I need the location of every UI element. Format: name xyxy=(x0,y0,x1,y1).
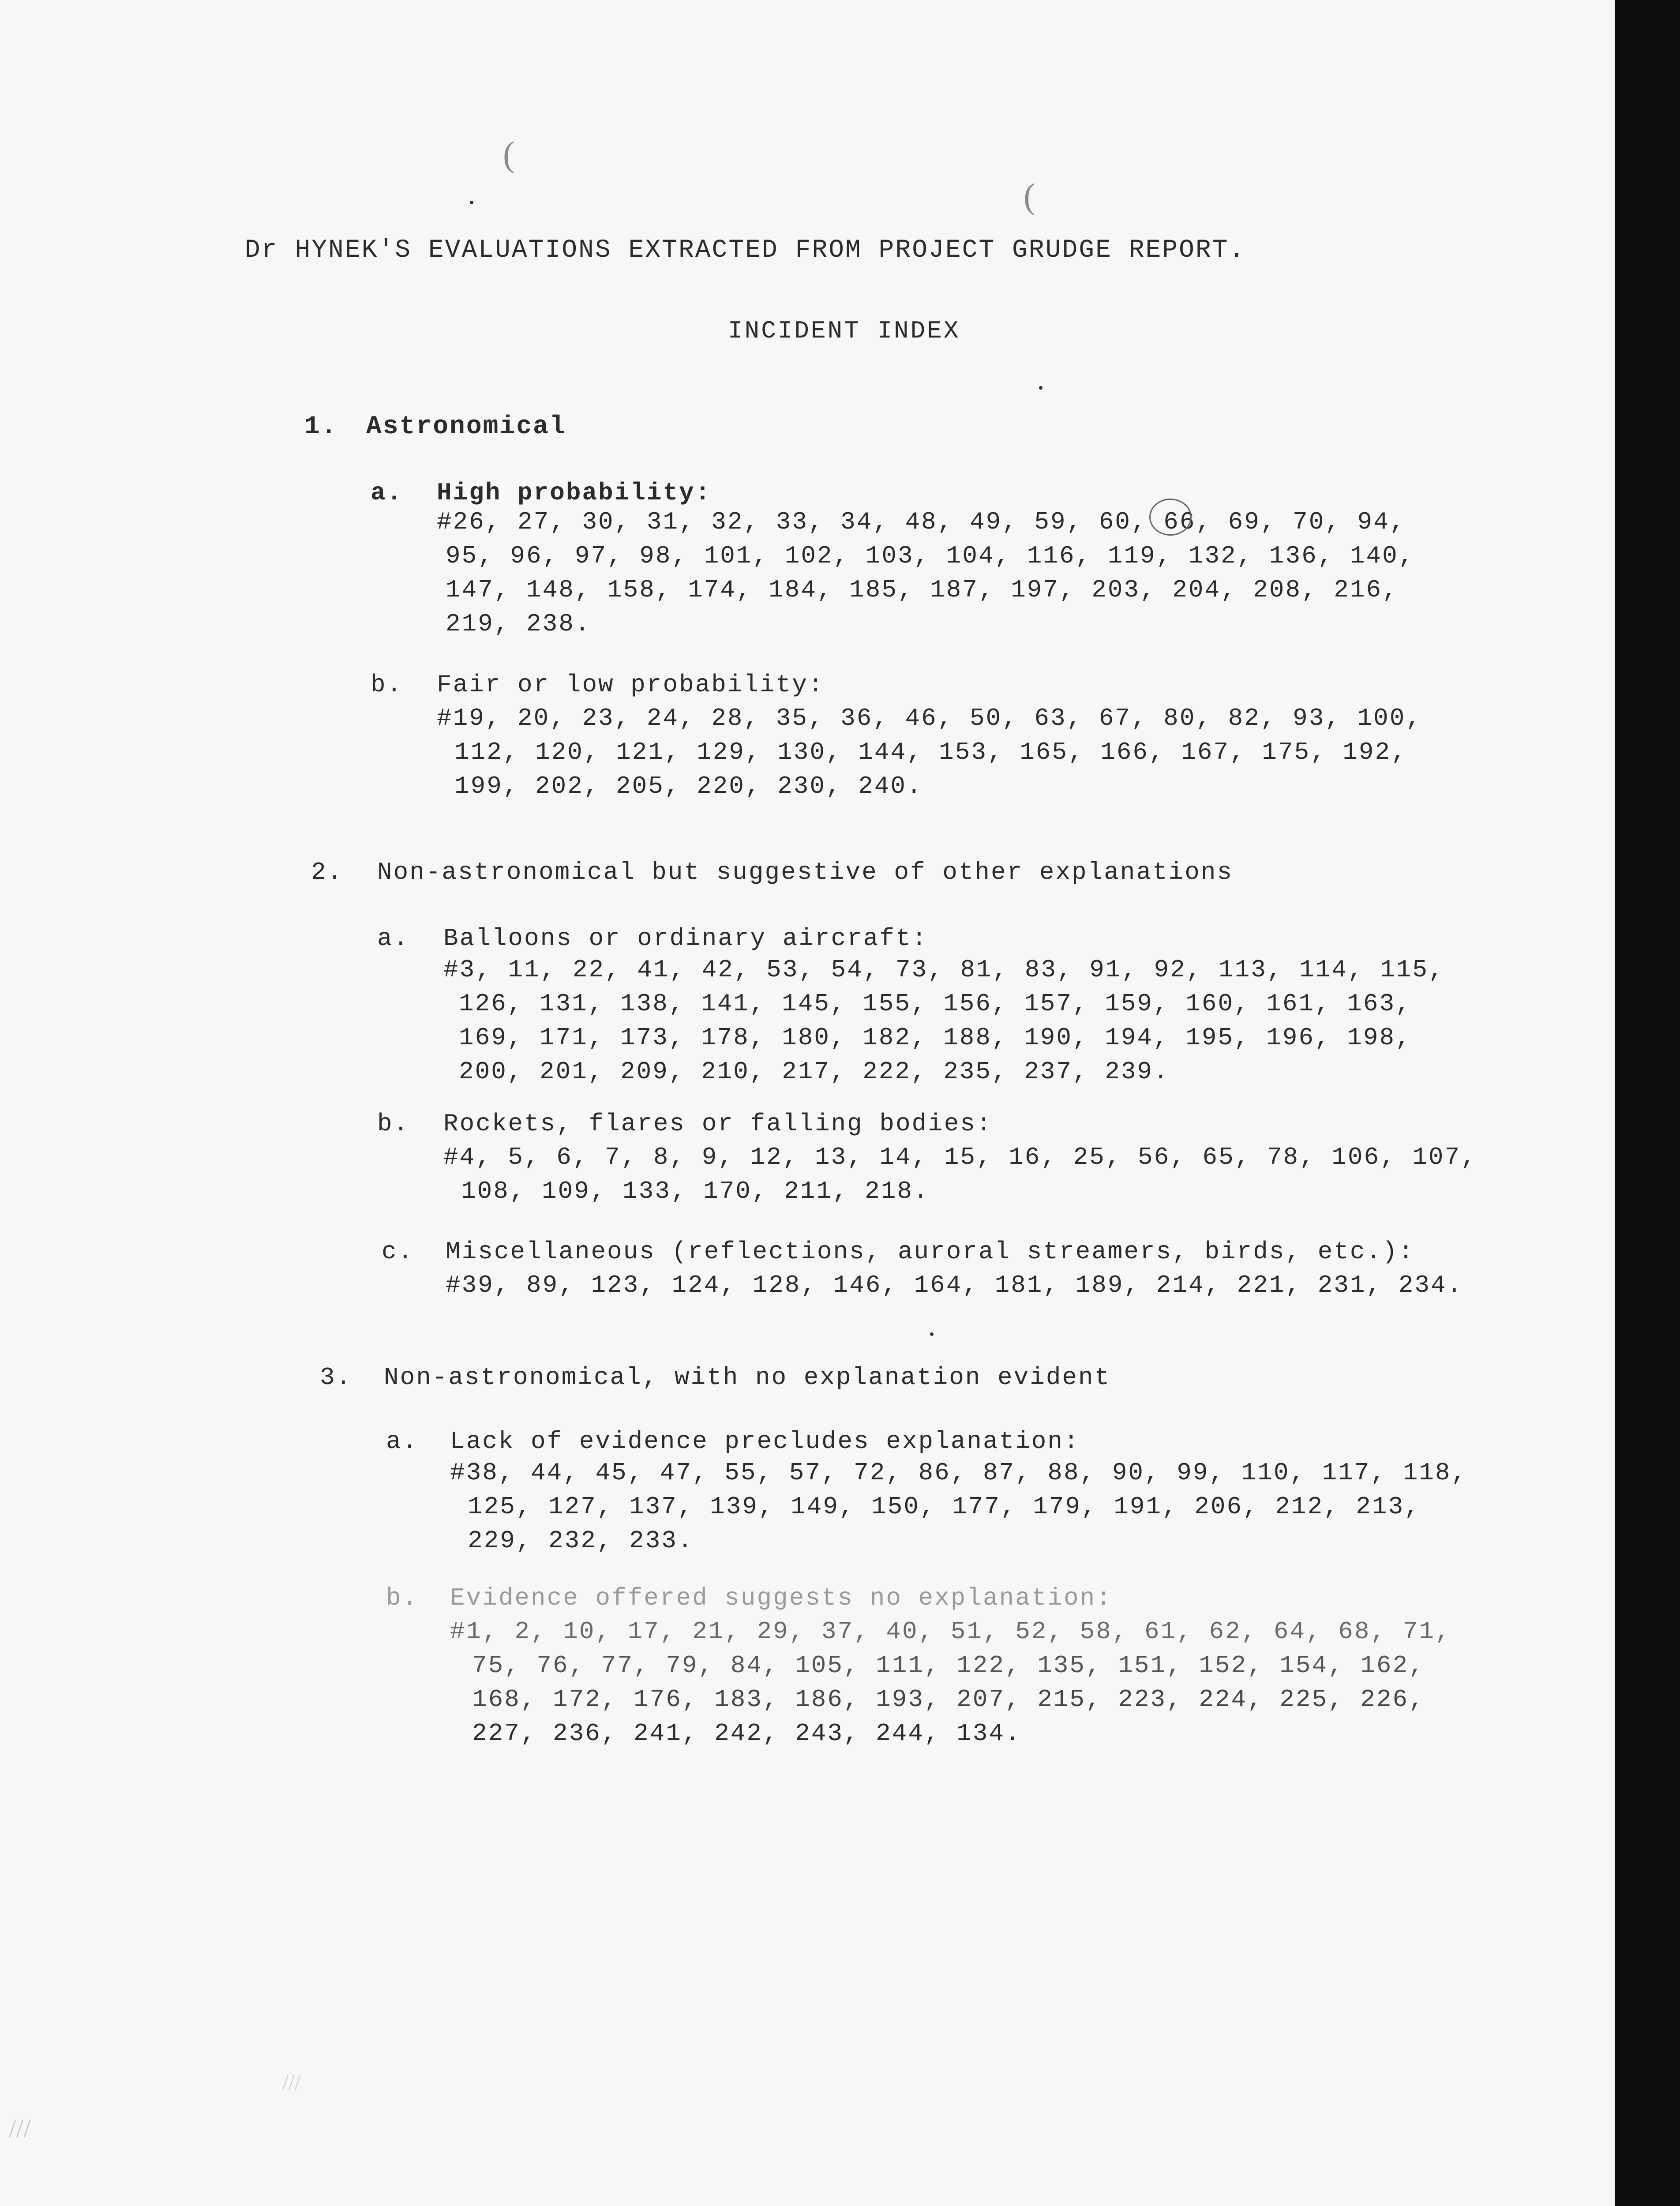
subsection-letter: b. xyxy=(386,1584,419,1612)
incident-list-line: 75, 76, 77, 79, 84, 105, 111, 122, 135, 151, 152, 154, 162, xyxy=(472,1651,1425,1680)
incident-list-line: 147, 148, 158, 174, 184, 185, 187, 197, 203, 204, 208, 216, xyxy=(446,576,1399,604)
incident-list-line: #4, 5, 6, 7, 8, 9, 12, 13, 14, 15, 16, 25, 56, 65, 78, 106, 107, xyxy=(443,1143,1477,1171)
incident-list-line: 169, 171, 173, 178, 180, 182, 188, 190, 194, 195, 196, 198, xyxy=(459,1024,1412,1052)
incident-list-line: #26, 27, 30, 31, 32, 33, 34, 48, 49, 59, 60, 66, 69, 70, 94, xyxy=(437,508,1406,536)
incident-list-line: 200, 201, 209, 210, 217, 222, 235, 237, 239. xyxy=(459,1058,1170,1086)
section-heading: Non-astronomical, with no explanation evident xyxy=(384,1363,1111,1392)
document-subtitle: INCIDENT INDEX xyxy=(728,317,960,345)
speck xyxy=(1039,386,1042,390)
bleed-through-mark: /// xyxy=(282,2070,301,2094)
bleed-through-mark: /// xyxy=(9,2114,31,2143)
subsection-heading: Miscellaneous (reflections, auroral streamers, birds, etc.): xyxy=(446,1238,1415,1266)
incident-list-line: 227, 236, 241, 242, 243, 244, 134. xyxy=(472,1719,1021,1748)
incident-list-line: 112, 120, 121, 129, 130, 144, 153, 165, 166, 167, 175, 192, xyxy=(454,738,1407,766)
handwritten-circle xyxy=(1149,499,1192,536)
stray-mark: ( xyxy=(1024,177,1035,216)
document-title: Dr HYNEK'S EVALUATIONS EXTRACTED FROM PROJECT GRUDGE REPORT. xyxy=(245,236,1246,265)
subsection-letter: b. xyxy=(371,671,403,699)
incident-list-line: #3, 11, 22, 41, 42, 53, 54, 73, 81, 83, 91, 92, 113, 114, 115, xyxy=(443,956,1445,984)
subsection-letter: a. xyxy=(386,1427,419,1456)
incident-list-line: #39, 89, 123, 124, 128, 146, 164, 181, 189, 214, 221, 231, 234. xyxy=(446,1271,1463,1299)
section-heading: Astronomical xyxy=(366,413,566,441)
incident-list-line: 219, 238. xyxy=(446,610,591,638)
incident-list-line: 199, 202, 205, 220, 230, 240. xyxy=(454,772,923,800)
subsection-heading: Lack of evidence precludes explanation: xyxy=(450,1427,1080,1456)
subsection-heading: Evidence offered suggests no explanation: xyxy=(450,1584,1112,1612)
incident-list-line: 108, 109, 133, 170, 211, 218. xyxy=(461,1177,930,1205)
section-number: 2. xyxy=(311,858,344,886)
subsection-letter: b. xyxy=(377,1110,410,1138)
stray-mark: ( xyxy=(503,135,515,174)
incident-list-line: #1, 2, 10, 17, 21, 29, 37, 40, 51, 52, 58, 61, 62, 64, 68, 71, xyxy=(450,1617,1451,1646)
subsection-heading: Rockets, flares or falling bodies: xyxy=(443,1110,993,1138)
speck xyxy=(470,201,473,204)
incident-list-line: #19, 20, 23, 24, 28, 35, 36, 46, 50, 63, 67, 80, 82, 93, 100, xyxy=(437,704,1422,732)
incident-list-line: 126, 131, 138, 141, 145, 155, 156, 157, 159, 160, 161, 163, xyxy=(459,990,1412,1018)
section-number: 3. xyxy=(320,1363,352,1392)
subsection-heading: Balloons or ordinary aircraft: xyxy=(443,924,928,953)
incident-list-line: 125, 127, 137, 139, 149, 150, 177, 179, 191, 206, 212, 213, xyxy=(468,1493,1421,1521)
incident-list-line: #38, 44, 45, 47, 55, 57, 72, 86, 87, 88, 90, 99, 110, 117, 118, xyxy=(450,1459,1468,1487)
section-heading: Non-astronomical but suggestive of other explanations xyxy=(377,858,1234,886)
incident-list-line: 168, 172, 176, 183, 186, 193, 207, 215, 223, 224, 225, 226, xyxy=(472,1685,1425,1714)
subsection-letter: c. xyxy=(382,1238,414,1266)
subsection-letter: a. xyxy=(377,924,410,953)
incident-list-line: 95, 96, 97, 98, 101, 102, 103, 104, 116, 119, 132, 136, 140, xyxy=(446,542,1415,570)
subsection-letter: a. xyxy=(371,479,403,507)
subsection-heading: High probability: xyxy=(437,479,712,507)
subsection-heading: Fair or low probability: xyxy=(437,671,825,699)
speck xyxy=(930,1332,934,1336)
section-number: 1. xyxy=(304,413,338,441)
incident-list-line: 229, 232, 233. xyxy=(468,1527,694,1555)
